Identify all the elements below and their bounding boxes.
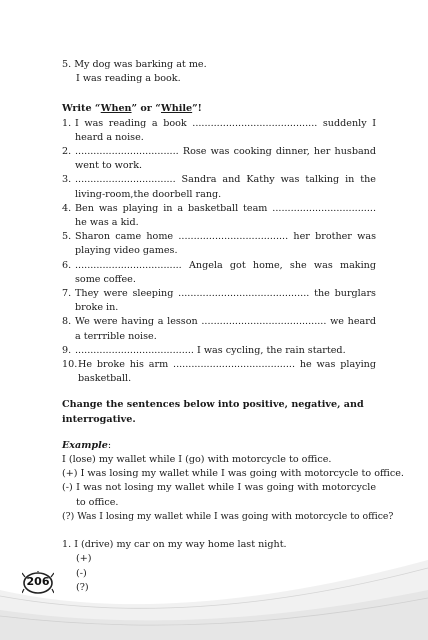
exercise-item [62, 315, 376, 343]
heading-while: While [160, 103, 193, 115]
exercise-item [62, 117, 376, 145]
example-label-line [62, 439, 376, 453]
exercise-item-number: 9. [62, 344, 72, 356]
section1-exercise-list [62, 117, 376, 387]
heading-prefix: Write “ [62, 103, 101, 115]
example-question: (?) Was I losing my wallet while I was going with motorcycle to office? [62, 510, 394, 522]
heading-mid: ” or “ [131, 103, 161, 115]
answer-mark-positive: (+) [76, 553, 92, 565]
heading-suffix: ”! [192, 103, 202, 115]
example-negative-text: (-) I was not losing my wallet while I was going with motorcycle to office. [62, 482, 376, 508]
exercise-item-number: 7. [62, 288, 72, 300]
answer-mark-question: (?) [76, 581, 89, 593]
exercise-1: 1. I (drive) my car on my way home last night. [62, 539, 287, 551]
section1-heading [62, 102, 376, 116]
exercise-item [62, 344, 376, 358]
exercise-item [62, 358, 376, 386]
example-base: I (lose) my wallet while I (go) with motorcycle to office. [62, 454, 332, 466]
exercise-item [62, 145, 376, 173]
exercise-item-text: Ben was playing in a basketball team .................................. he was a kid. [75, 202, 376, 229]
exercise-item [62, 230, 376, 258]
exercise-item-text: They were sleeping ........................................... the burglars broke in. [75, 288, 376, 314]
exercise-item-text: ................................... Angela got home, she was making some coffee. [75, 259, 376, 285]
exercise-item-number: 5. [62, 231, 72, 243]
page-content [62, 58, 404, 595]
exercise-item-text: He broke his arm ........................................ he was playing basketball. [78, 359, 376, 385]
example-label: Example [62, 439, 108, 451]
exercise-item-text: We were having a lesson ......................................... we heard a terrrible noise. [75, 316, 376, 342]
heading-when: When [100, 103, 132, 115]
exercise-item-number: 4. [62, 202, 72, 214]
example-positive: (+) I was losing my wallet while I was going with motorcycle to office. [62, 468, 404, 480]
exercise-item-number: 6. [62, 259, 72, 271]
intro-item-5: 5. My dog was barking at me. [62, 59, 207, 70]
exercise-item-text: ................................. Sandra and Kathy was talking in the living-room,the doorbell rang. [75, 174, 376, 200]
section2-heading-line2: interrogative. [62, 413, 136, 425]
exercise-item-text: .................................. Rose was cooking dinner, her husband went to work. [75, 146, 376, 172]
decorative-footer-swoosh [0, 520, 428, 640]
section2-heading [62, 398, 376, 426]
example-colon: : [107, 439, 112, 451]
answer-mark-negative: (-) [76, 567, 87, 579]
exercise-item [62, 173, 376, 201]
exercise-item-number: 10. [62, 359, 78, 371]
exercise-item [62, 202, 376, 230]
exercise-item-number: 3. [62, 174, 72, 186]
exercise-item-number: 8. [62, 316, 72, 328]
exercise-item-text: I was reading a book ......................................... suddenly I heard a noise. [75, 117, 376, 143]
exercise-item [62, 287, 376, 315]
example-negative [62, 481, 376, 509]
page-number: 206 [26, 575, 50, 588]
exercise-item [62, 259, 376, 287]
page-number-badge [22, 571, 54, 595]
exercise-item-number: 1. [62, 117, 72, 129]
exercise-item-text: ....................................... I was cycling, the rain started. [75, 344, 346, 356]
intro-item-5-answer: I was reading a book. [76, 73, 181, 85]
exercise-item-number: 2. [62, 146, 72, 158]
exercise-item-text: Sharon came home .................................... her brother was playing video games. [75, 231, 376, 257]
section2-heading-line1: Change the sentences below into positive, negative, and [62, 399, 364, 411]
